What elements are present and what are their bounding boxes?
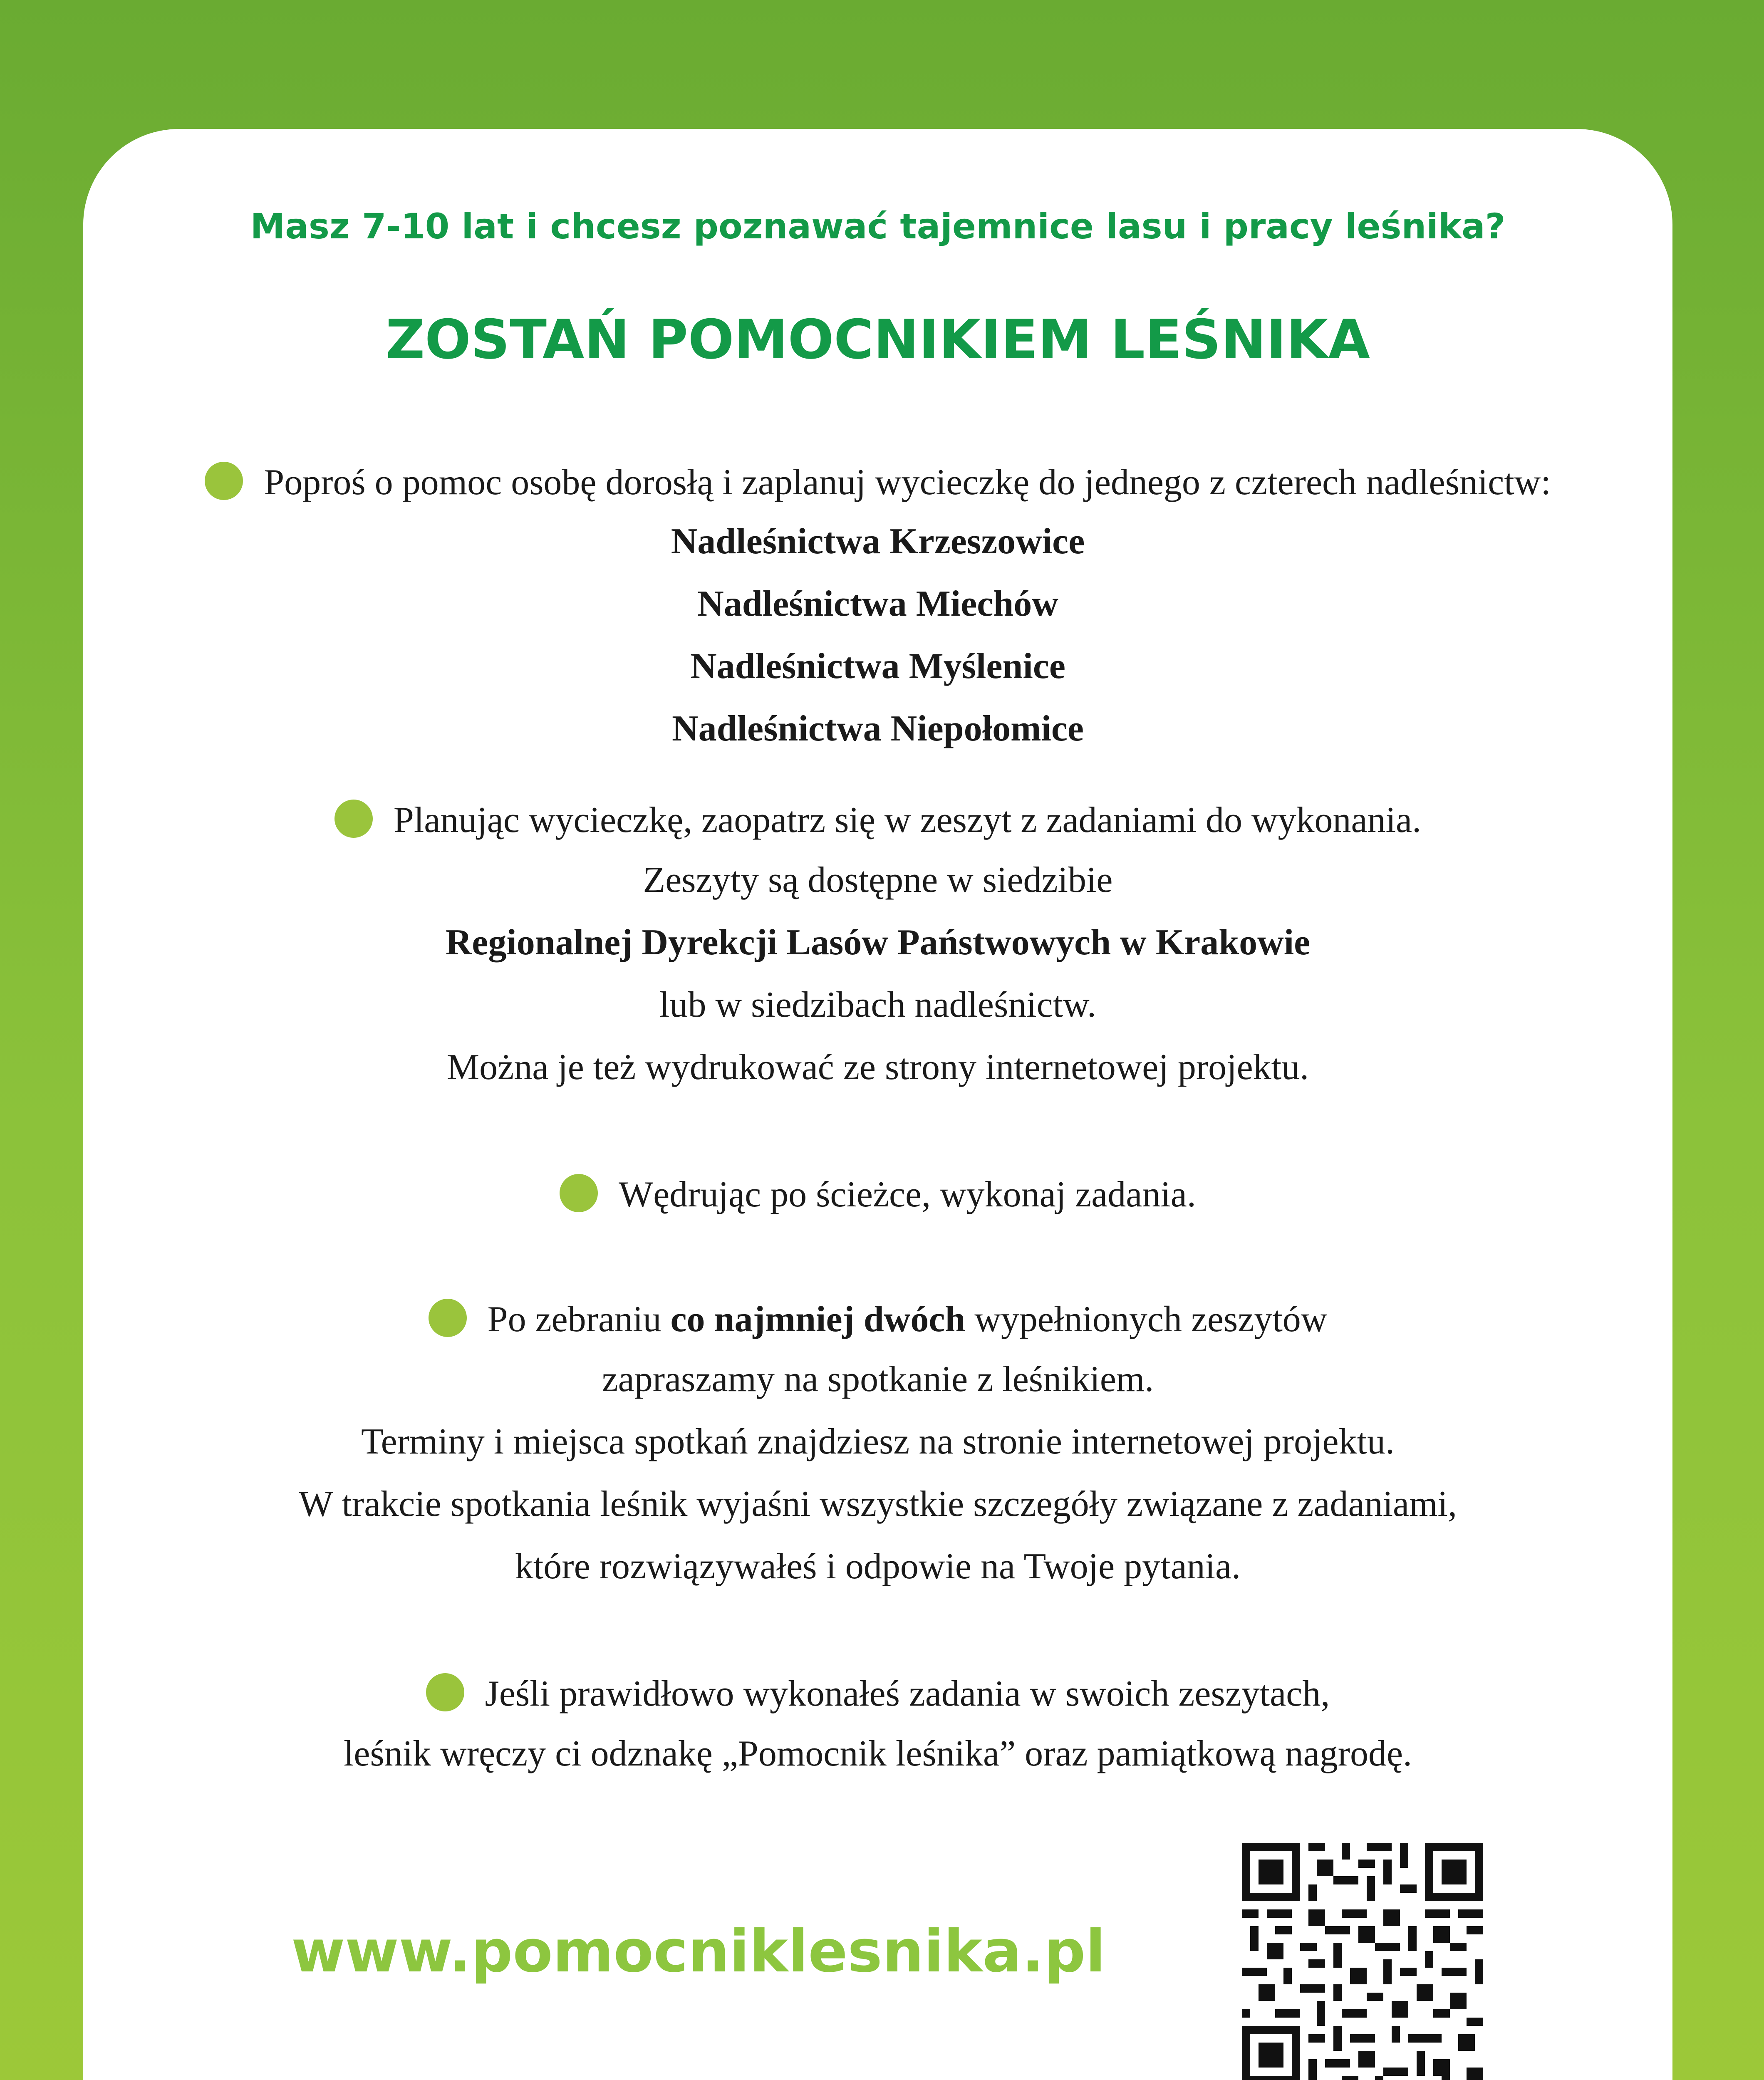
- district-item: Nadleśnictwa Myślenice: [690, 646, 1065, 686]
- step-5-text: Jeśli prawidłowo wykonałeś zadania w swoich zeszytach,: [485, 1674, 1330, 1714]
- step-4-line: W trakcie spotkania leśnik wyjaśni wszystkie szczegóły związane z zadaniami,: [299, 1484, 1457, 1524]
- step-1-text: Poproś o pomoc osobę dorosłą i zaplanuj wycieczkę do jednego z czterech nadleśnictw:: [264, 462, 1551, 503]
- district-item: Nadleśnictwa Krzeszowice: [671, 521, 1085, 562]
- website-link[interactable]: www.pomocniklesnika.pl: [291, 1918, 1106, 1986]
- step-4: [83, 1299, 1672, 1338]
- bullet-icon: [205, 462, 243, 500]
- step-2-line: lub w siedzibach nadleśnictw.: [659, 985, 1096, 1025]
- step-4-text-a: Po zebraniu: [487, 1299, 662, 1340]
- step-4-emphasis: co najmniej dwóch: [670, 1299, 966, 1340]
- step-2-line: Regionalnej Dyrekcji Lasów Państwowych w Krakowie: [445, 922, 1311, 963]
- step-3: [83, 1174, 1672, 1213]
- step-4-line: które rozwiązywałeś i odpowie na Twoje pytania.: [515, 1546, 1241, 1587]
- bullet-icon: [426, 1673, 464, 1711]
- poster-card: [83, 129, 1672, 2080]
- bullet-icon: [560, 1174, 598, 1212]
- step-2-line: Zeszyty są dostępne w siedzibie: [643, 860, 1113, 900]
- step-2-line: Można je też wydrukować ze strony internetowej projektu.: [446, 1047, 1309, 1087]
- district-item: Nadleśnictwa Miechów: [697, 584, 1058, 624]
- page-title: ZOSTAŃ POMOCNIKIEM LEŚNIKA: [385, 308, 1370, 371]
- step-5-line: leśnik wręczy ci odznakę „Pomocnik leśnika” oraz pamiątkową nagrodę.: [343, 1733, 1412, 1774]
- bullet-icon: [334, 800, 373, 838]
- step-4-line: Terminy i miejsca spotkań znajdziesz na stronie internetowej projektu.: [361, 1421, 1395, 1462]
- step-5: [83, 1673, 1672, 1712]
- district-item: Nadleśnictwa Niepołomice: [672, 708, 1084, 749]
- step-3-text: Wędrując po ścieżce, wykonaj zadania.: [619, 1174, 1196, 1215]
- step-2-text: Planując wycieczkę, zaopatrz się w zeszyt z zadaniami do wykonania.: [393, 800, 1422, 840]
- step-1: [83, 462, 1672, 501]
- step-4-text-c: wypełnionych zeszytów: [974, 1299, 1328, 1340]
- step-4-line: zapraszamy na spotkanie z leśnikiem.: [602, 1359, 1154, 1399]
- bullet-icon: [429, 1299, 467, 1337]
- intro-question: Masz 7-10 lat i chcesz poznawać tajemnice lasu i pracy leśnika?: [250, 206, 1506, 247]
- qr-code-icon[interactable]: [1242, 1843, 1483, 2080]
- step-2: [83, 800, 1672, 839]
